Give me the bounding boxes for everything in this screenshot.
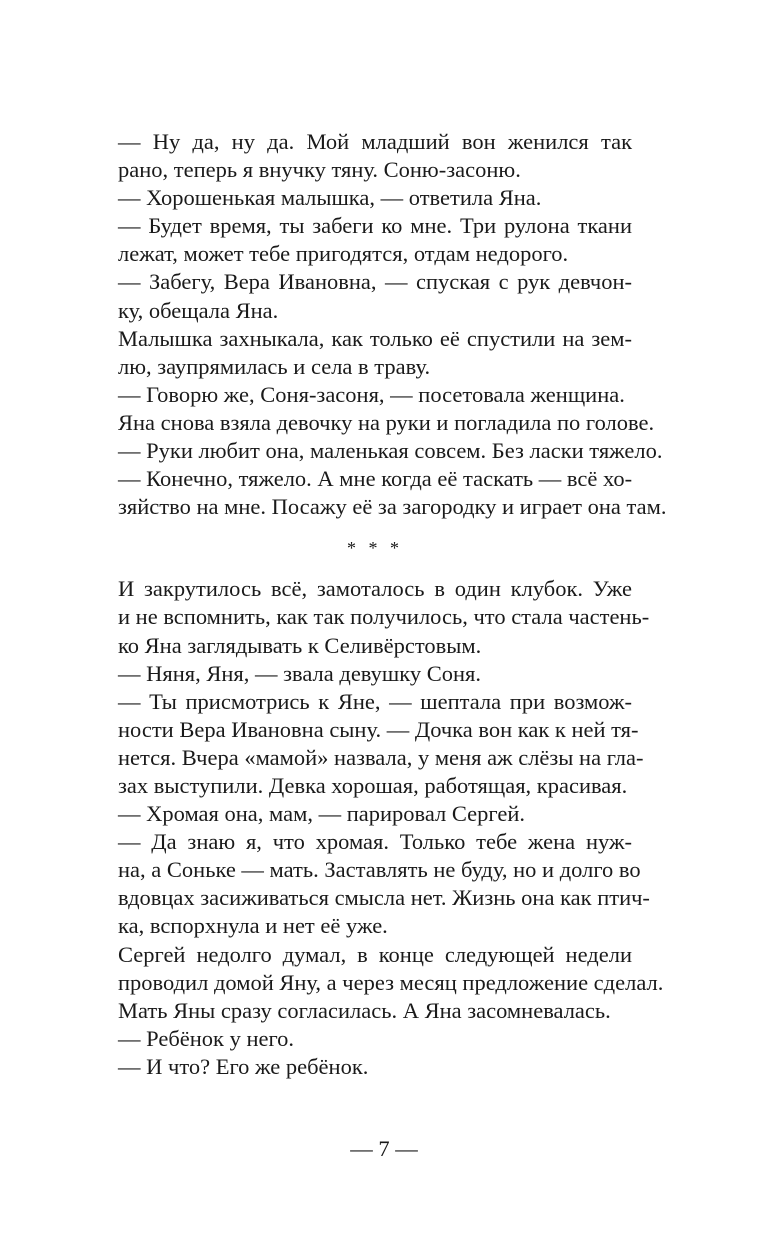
text-line: — Ну да, ну да. Мой младший вон женился так bbox=[118, 129, 632, 154]
page-number: — 7 — bbox=[350, 1136, 418, 1161]
text-line: ка, вспорхнула и нет её уже. bbox=[118, 913, 388, 939]
text-line: И закрутилось всё, замоталось в один клубок. Уже bbox=[118, 576, 632, 602]
text-line: рано, теперь я внучку тяну. Соню-засоню. bbox=[118, 157, 521, 183]
text-line: на, а Соньке — мать. Заставлять не буду, но и долго во bbox=[118, 857, 641, 883]
text-line: ности Вера Ивановна сыну. — Дочка вон как к ней тя- bbox=[118, 716, 639, 742]
text-line: — Будет время, ты забеги ко мне. Три рулона ткани bbox=[118, 213, 632, 239]
text-line: Сергей недолго думал, в конце следующей недели bbox=[118, 941, 632, 967]
text-line: — Руки любит она, маленькая совсем. Без ласки тяжело. bbox=[118, 438, 663, 464]
text-line: лю, заупрямилась и села в траву. bbox=[118, 353, 431, 379]
section-separator: * * * bbox=[347, 538, 403, 559]
text-line: — Няня, Яня, — звала девушку Соня. bbox=[118, 660, 481, 686]
text-line: — И что? Его же ребёнок. bbox=[118, 1053, 369, 1079]
text-line: лежат, может тебе пригодятся, отдам недорого. bbox=[118, 241, 569, 267]
text-line: — Ты присмотрись к Яне, — шептала при возмож- bbox=[118, 688, 632, 714]
text-block-top bbox=[118, 128, 667, 521]
text-line: вдовцах засиживаться смысла нет. Жизнь она как птич- bbox=[118, 885, 650, 911]
text-line: Малышка захныкала, как только её спустили на зем- bbox=[118, 325, 632, 351]
text-line: — Хорошенькая малышка, — ответила Яна. bbox=[118, 185, 542, 211]
text-line: проводил домой Яну, а через месяц предложение сделал. bbox=[118, 969, 664, 995]
text-line: — Хромая она, мам, — парировал Сергей. bbox=[118, 801, 525, 827]
text-line: — Да знаю я, что хромая. Только тебе жена нуж- bbox=[118, 829, 632, 855]
text-line: — Говорю же, Соня-засоня, — посетовала женщина. bbox=[118, 381, 625, 407]
text-line: нется. Вчера «мамой» назвала, у меня аж слёзы на гла- bbox=[118, 744, 644, 770]
text-line: и не вспомнить, как так получилось, что стала частень- bbox=[118, 604, 650, 630]
text-block-bottom bbox=[118, 575, 664, 1081]
text-line: ко Яна заглядывать к Селивёрстовым. bbox=[118, 632, 482, 658]
text-line: — Забегу, Вера Ивановна, — спуская с рук девчон- bbox=[118, 269, 632, 295]
text-line: ку, обещала Яна. bbox=[118, 297, 279, 323]
page-body bbox=[118, 128, 667, 1081]
text-line: зяйство на мне. Посажу её за загородку и играет она там. bbox=[118, 494, 667, 520]
text-line: зах выступили. Девка хорошая, работящая, красивая. bbox=[118, 772, 628, 798]
text-line: Яна снова взяла девочку на руки и погладила по голове. bbox=[118, 409, 655, 435]
text-line: — Ребёнок у него. bbox=[118, 1025, 295, 1051]
text-line: — Конечно, тяжело. А мне когда её таскать — всё хо- bbox=[118, 466, 633, 492]
text-line: Мать Яны сразу согласилась. А Яна засомневалась. bbox=[118, 997, 611, 1023]
